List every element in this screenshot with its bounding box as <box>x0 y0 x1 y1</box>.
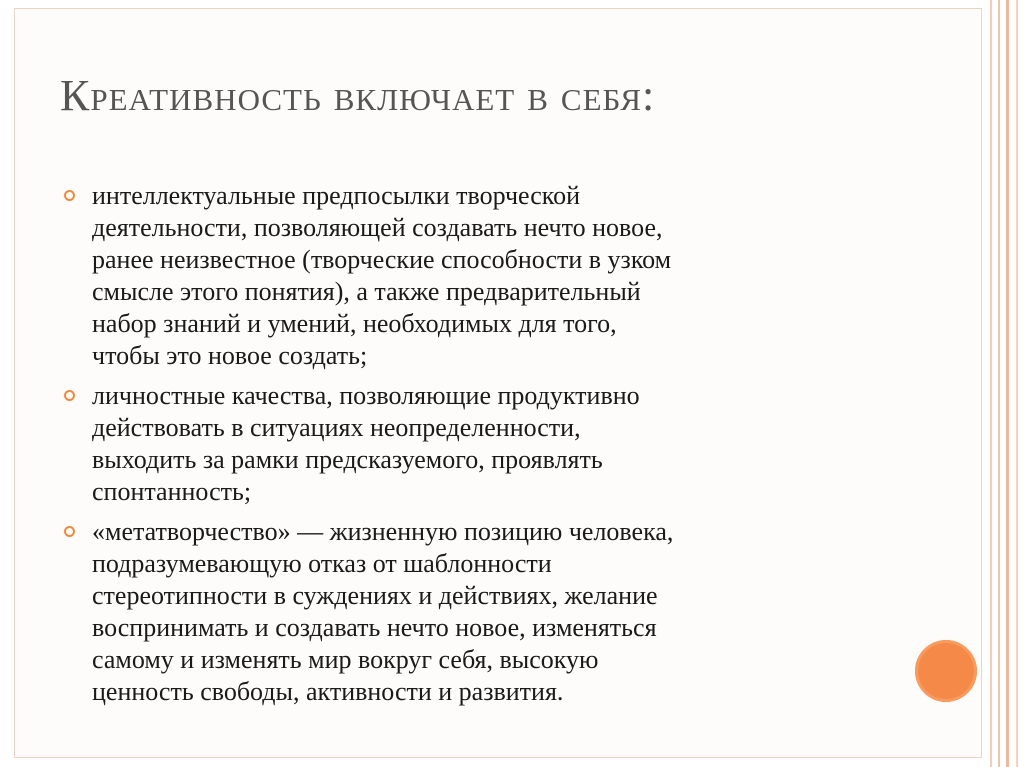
decorative-stripes <box>984 0 1024 767</box>
bullet-text: личностные качества, позволяющие продуктивно действовать в ситуациях неопределенности, выходить за рамки предсказуемого, проявлять спонтанность; <box>92 381 640 506</box>
bullet-list <box>64 180 884 716</box>
slide-title: Креативность включает в себя: <box>60 71 656 120</box>
bullet-text: интеллектуальные предпосылки творческой деятельности, позволяющей создавать нечто новое, ранее неизвестное (творческие способности в узком смысле этого понятия), а также предварительный набор знаний и умений, необходимых для того, чтобы это новое создать; <box>92 181 672 370</box>
ring-bullet-icon <box>64 526 75 537</box>
bullet-item <box>64 380 884 508</box>
decorative-circle-icon <box>915 640 977 702</box>
bullet-text: «метатворчество» — жизненную позицию человека, подразумевающую отказ от шаблонности стереотипности в суждениях и действиях, желание воспринимать и создавать нечто новое, изменяться самому и изменять мир вокруг себя, высокую ценность свободы, активности и развития. <box>92 517 674 706</box>
ring-bullet-icon <box>64 190 75 201</box>
bullet-item <box>64 180 884 372</box>
ring-bullet-icon <box>64 390 75 401</box>
bullet-item <box>64 516 884 708</box>
